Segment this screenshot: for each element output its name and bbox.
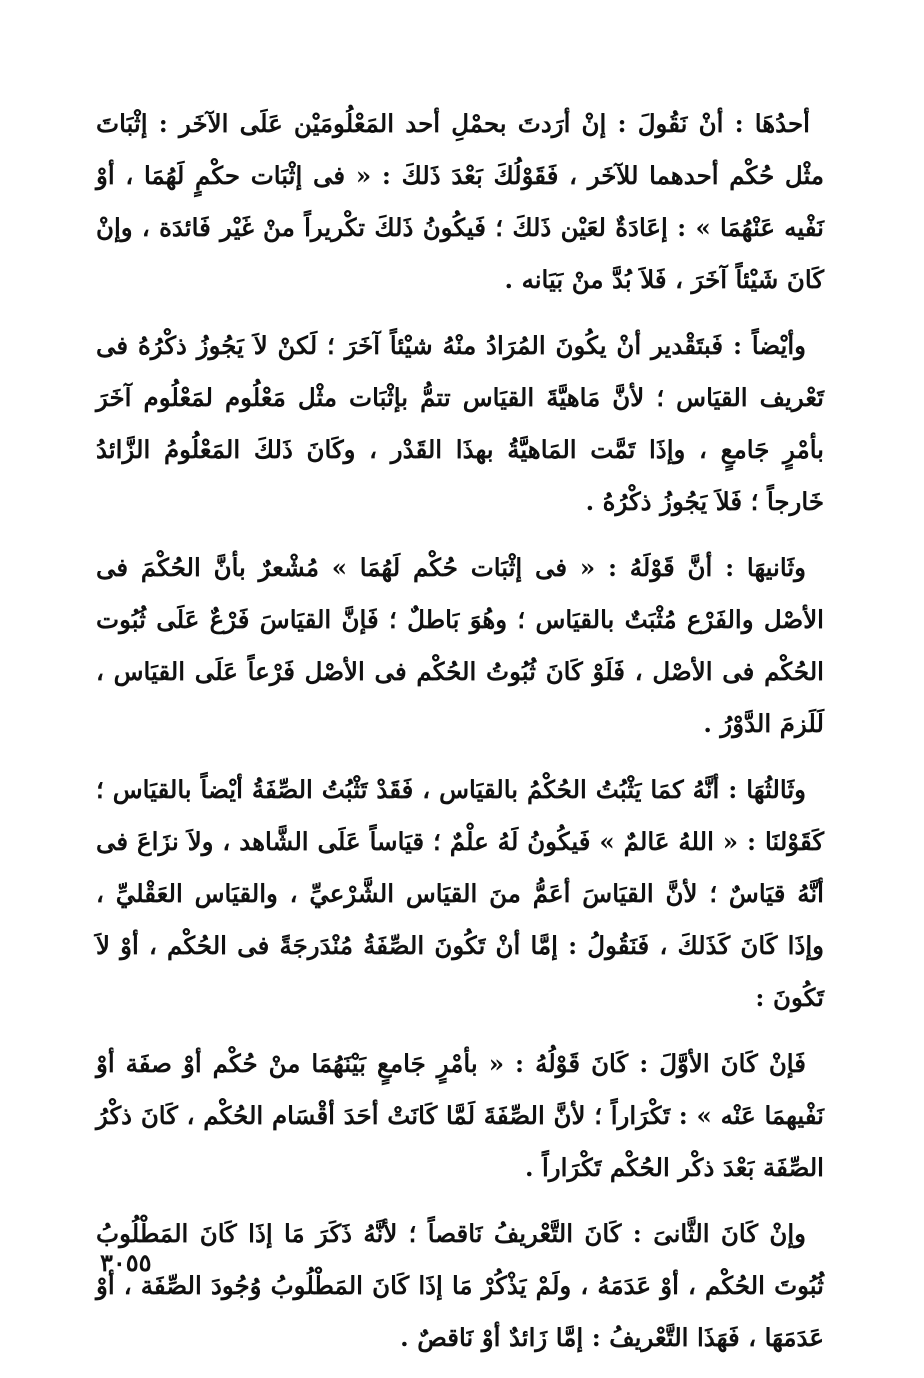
paragraph-1: أحدُهَا : أنْ نَقُولَ : إنْ أرَدتَ بحمْلِ أحد المَعْلُومَيْن عَلَى الآخَر : إثْبَاتَ مثْل حُكْم أحدهما للآخَر ، فَقَوْلُكَ بَعْدَ ذَلكَ : « فى إثْبَات حكْمٍ لَهُمَا ، أوْ نَفْيه عَنْهُمَا » : إعَادَةٌ لعَيْن ذَلكَ ؛ فَيكُونُ ذَلكَ تكْريراً منْ غَيْر فَائدَة ، وإنْ كَانَ شَيْئاً آخَرَ ، فَلاَ بُدَّ منْ بَيَانه . (96, 109, 824, 294)
paragraph-2: وأيْضاً : فَبتَقْدير أنْ يكُونَ المُرَادُ منْهُ شيْئاً آخَرَ ؛ لَكنْ لاَ يَجُوزُ ذكْرُهُ فى تَعْريف القيَاس ؛ لأنَّ مَاهيَّةَ القيَاس تتمُّ بإثْبَات مثْل مَعْلُوم لمَعْلُوم آخَرَ بأمْرٍ جَامعٍ ، وإذَا تَمَّت المَاهيَّةُ بهذَا القَدْر ، وكَانَ ذَلكَ المَعْلُومُ الزَّائدُ خَارجاً ؛ فَلاَ يَجُوزُ ذكْرُهُ . (96, 331, 824, 516)
document-body (96, 98, 824, 1378)
paragraph-3: وثَانيهَا : أنَّ قَوْلَهُ : « فى إثْبَات حُكْم لَهُمَا » مُشْعرٌ بأنَّ الحُكْمَ فى الأصْل والفَرْع مُثْبَتٌ بالقيَاس ؛ وهُوَ بَاطلٌ ؛ فَإنَّ القيَاسَ فَرْعٌ عَلَى ثُبُوت الحُكْم فى الأصْل ، فَلَوْ كَانَ ثُبُوتُ الحُكْم فى الأصْل فَرْعاً عَلَى القيَاس ، لَلَزمَ الدَّوْرُ . (96, 553, 824, 738)
paragraph-5: فَإنْ كَانَ الأوَّلَ : كَانَ قَوْلُهُ : « بأمْرٍ جَامعٍ بَيْنَهُمَا منْ حُكْم أوْ صفَة أوْ نَفْيهمَا عَنْه » : تَكْرَاراً ؛ لأنَّ الصِّفَةَ لَمَّا كَانَتْ أحَدَ أقْسَام الحُكْم ، كَانَ ذكْرُ الصِّفَة بَعْدَ ذكْر الحُكْم تَكْرَاراً . (96, 1049, 824, 1182)
paragraph-6: وإنْ كَانَ الثَّانىَ : كَانَ التَّعْريفُ نَاقصاً ؛ لأنَّهُ ذَكَرَ مَا إذَا كَانَ المَطْلُوبُ ثُبُوتَ الحُكْم ، أوْ عَدَمَهُ ، ولَمْ يَذْكُرْ مَا إذَا كَانَ المَطْلُوبُ وُجُودَ الصِّفَة ، أوْ عَدَمَهَا ، فَهَذَا التَّعْريفُ : إمَّا زَائدٌ أوْ نَاقصٌ . (96, 1219, 824, 1352)
page-number: ٣٠٥٥ (100, 1248, 152, 1277)
paragraph-4: وثَالثُهَا : أنَّهُ كمَا يَثْبُتُ الحُكْمُ بالقيَاس ، فَقَدْ تَثْبُتُ الصِّفَةُ أيْضاً بالقيَاس ؛ كَقَوْلنَا : « اللهُ عَالمٌ » فَيكُونُ لَهُ علْمٌ ؛ قيَاساً عَلَى الشَّاهد ، ولاَ نزَاعَ فى أنَّهُ قيَاسٌ ؛ لأنَّ القيَاسَ أعَمُّ منَ القيَاس الشَّرْعيِّ ، والقيَاس العَقْليِّ ، وإذَا كَانَ كَذَلكَ ، فَنَقُولُ : إمَّا أنْ تَكُونَ الصِّفَةُ مُنْدَرجَةً فى الحُكْم ، أوْ لاَ تَكُونَ : (96, 775, 824, 1012)
